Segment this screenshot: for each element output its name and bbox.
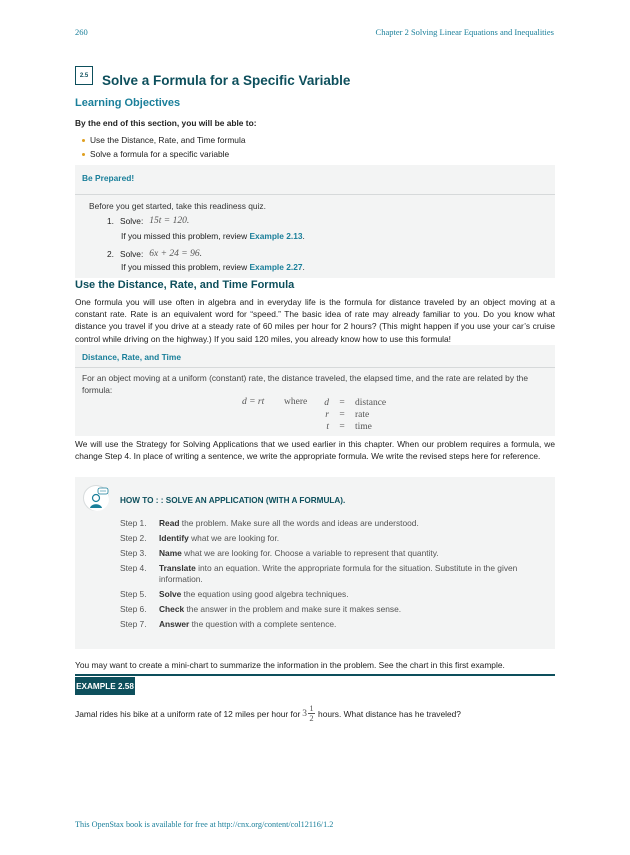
objectives-list <box>82 133 245 161</box>
step-label: Step 4. <box>120 563 147 573</box>
drt-formula: d = rt <box>242 397 265 407</box>
review-end: . <box>302 231 305 241</box>
bullet-icon <box>82 153 85 156</box>
objective-text: Use the Distance, Rate, and Time formula <box>90 135 246 145</box>
mixed-whole: 3 <box>302 708 308 719</box>
drt-heading: Use the Distance, Rate, and Time Formula <box>75 279 295 291</box>
var-symbol: d <box>324 398 329 408</box>
example-link[interactable]: Example 2.27 <box>249 262 303 272</box>
fraction <box>308 704 315 723</box>
howto-step <box>120 533 540 544</box>
objective-item <box>82 147 245 161</box>
example-rule <box>75 674 555 676</box>
fraction-numerator: 1 <box>309 703 314 713</box>
strategy-paragraph: We will use the Strategy for Solving Applications that we used earlier in this chapter. When our problem requires a formula, we change Step 4. In place of writing a sentence, we write the appropriate formula. We write the revised steps here for reference. <box>75 439 555 462</box>
step-text: Solve the equation using good algebra techniques. <box>159 589 349 599</box>
page-number: 260 <box>75 27 88 37</box>
var-symbol: t <box>326 422 329 432</box>
step-label: Step 1. <box>120 518 147 528</box>
section-badge: 2.5 <box>75 66 93 85</box>
drt-where: where <box>284 397 308 407</box>
howto-box <box>75 477 555 649</box>
howto-title: HOW TO : : SOLVE AN APPLICATION (WITH A FORMULA). <box>120 496 346 505</box>
step-text: Read the problem. Make sure all the words and ideas are understood. <box>159 518 419 528</box>
drt-var-row <box>311 397 386 409</box>
var-meaning: rate <box>355 410 370 420</box>
quiz-review-2 <box>121 262 305 272</box>
objective-text: Solve a formula for a specific variable <box>90 149 230 159</box>
howto-step <box>120 589 540 600</box>
objectives-heading: Learning Objectives <box>75 97 181 109</box>
quiz-equation: 15t = 120. <box>149 216 190 226</box>
howto-step <box>120 563 540 585</box>
step-text: Translate into an equation. Write the appropriate formula for the situation. Substitute in the given information. <box>159 563 518 584</box>
chapter-title: Chapter 2 Solving Linear Equations and Inequalities <box>375 27 554 37</box>
quiz-item-2 <box>107 249 202 259</box>
example-link[interactable]: Example 2.13 <box>249 231 303 241</box>
person-icon <box>83 485 109 511</box>
drt-var-row <box>311 409 386 421</box>
review-text: If you missed this problem, review <box>121 231 250 241</box>
step-text: Check the answer in the problem and make sure it makes sense. <box>159 604 402 614</box>
howto-step <box>120 604 540 615</box>
quiz-solve-label: Solve: <box>120 249 144 259</box>
review-end: . <box>302 262 305 272</box>
step-label: Step 7. <box>120 619 147 629</box>
howto-step <box>120 518 540 529</box>
step-text: Answer the question with a complete sentence. <box>159 619 337 629</box>
example-text-after: hours. What distance has he traveled? <box>318 708 461 719</box>
fraction-denominator: 2 <box>309 713 314 723</box>
example-text-before: Jamal rides his bike at a uniform rate of 12 miles per hour for <box>75 708 301 719</box>
quiz-solve-label: Solve: <box>120 216 144 226</box>
quiz-equation: 6x + 24 = 96. <box>149 249 202 259</box>
be-prepared-box <box>75 165 555 278</box>
var-meaning: time <box>355 422 372 432</box>
howto-step <box>120 619 540 630</box>
howto-step <box>120 548 540 559</box>
step-text: Identify what we are looking for. <box>159 533 280 543</box>
step-label: Step 3. <box>120 548 147 558</box>
step-text: Name what we are looking for. Choose a variable to represent that quantity. <box>159 548 439 558</box>
quiz-review-1 <box>121 231 305 241</box>
var-meaning: distance <box>355 398 387 408</box>
var-eq: = <box>339 422 345 432</box>
quiz-number: 1. <box>107 216 114 226</box>
review-text: If you missed this problem, review <box>121 262 250 272</box>
var-symbol: r <box>325 410 329 420</box>
objective-item <box>82 133 245 147</box>
var-eq: = <box>339 410 345 420</box>
drt-box <box>75 345 555 436</box>
footer: This OpenStax book is available for free at http://cnx.org/content/col12116/1.2 <box>75 820 334 829</box>
drt-box-title: Distance, Rate, and Time <box>82 352 181 362</box>
be-prepared-intro: Before you get started, take this readiness quiz. <box>89 201 266 211</box>
example-label: EXAMPLE 2.58 <box>75 677 135 695</box>
section-title: Solve a Formula for a Specific Variable <box>102 73 351 88</box>
quiz-item-1 <box>107 216 189 226</box>
drt-paragraph: One formula you will use often in algebra and in everyday life is the formula for distance traveled by an object moving at a constant rate. Rate is an equivalent word for “speed.” The basic idea of rate may already familiar to you. Do you know what distance you travel if you drive at a steady rate of 60 miles per hour for 2 hours? (This might happen if you use your car’s cruise control while driving on the highway.) If you said 120 miles, you already know how to use this formula! <box>75 297 555 344</box>
be-prepared-title: Be Prepared! <box>82 173 135 183</box>
minichart-paragraph: You may want to create a mini-chart to summarize the information in the problem. See the chart in this first example. <box>75 660 505 670</box>
objectives-intro: By the end of this section, you will be able to: <box>75 118 257 128</box>
howto-steps <box>120 518 540 634</box>
step-label: Step 2. <box>120 533 147 543</box>
step-label: Step 6. <box>120 604 147 614</box>
bullet-icon <box>82 139 85 142</box>
drt-var-row <box>311 421 386 433</box>
step-label: Step 5. <box>120 589 147 599</box>
drt-vars <box>311 397 386 433</box>
quiz-number: 2. <box>107 249 114 259</box>
drt-box-text: For an object moving at a uniform (constant) rate, the distance traveled, the elapsed time, and the rate are related by the formula: <box>82 373 528 396</box>
example-text <box>75 704 461 723</box>
var-eq: = <box>339 398 345 408</box>
